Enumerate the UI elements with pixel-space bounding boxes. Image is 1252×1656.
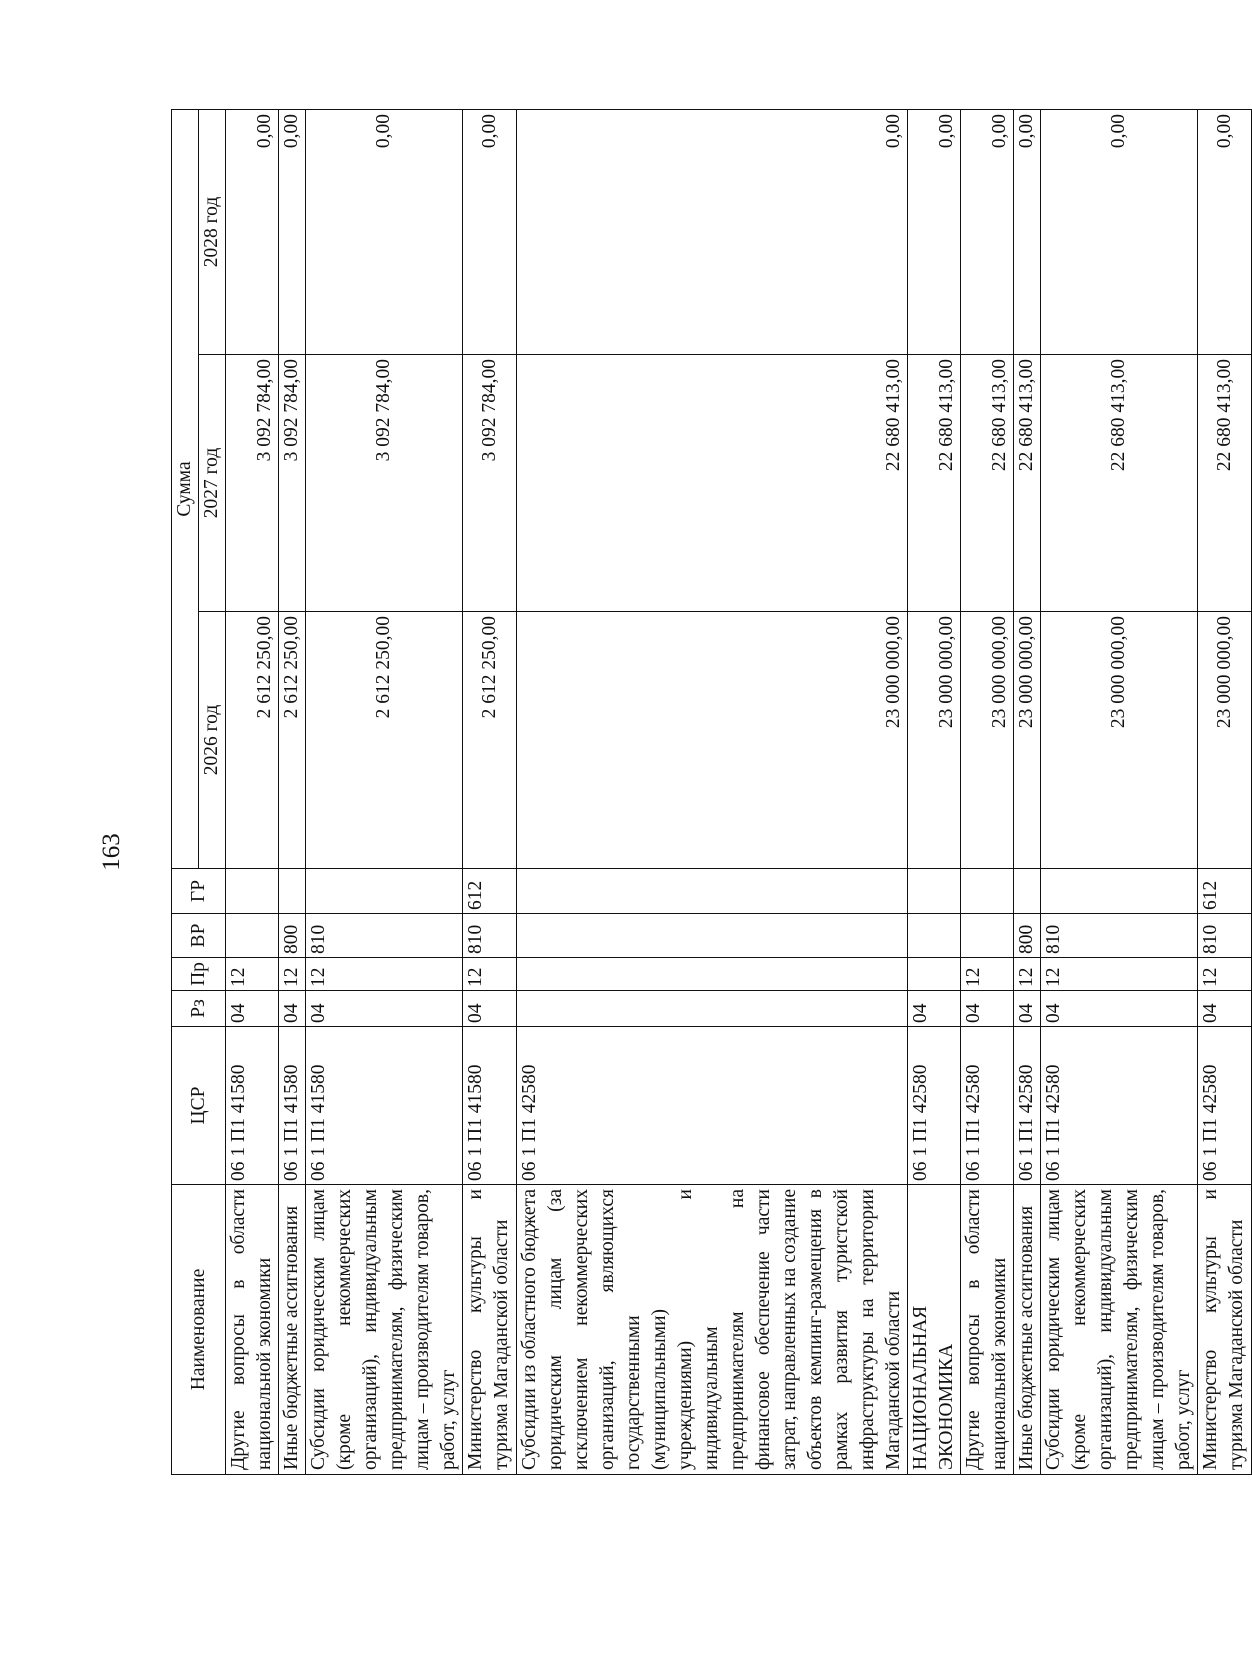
cell-pr: 12 <box>279 958 306 991</box>
cell-vr <box>226 914 279 958</box>
table-row <box>961 110 1014 1475</box>
cell-csr: 06 1 П1 41580 <box>226 1027 279 1185</box>
cell-rz <box>517 991 908 1027</box>
header-2028: 2028 год <box>199 110 226 355</box>
table-row <box>1198 110 1252 1475</box>
page-number: 163 <box>98 833 125 871</box>
table-row <box>517 110 908 1475</box>
cell-gr: 612 <box>463 869 517 914</box>
header-csr: ЦСР <box>172 1027 226 1185</box>
header-name: Наименование <box>172 1185 226 1475</box>
cell-gr <box>306 869 463 914</box>
cell-pr: 12 <box>226 958 279 991</box>
cell-pr: 12 <box>306 958 463 991</box>
cell-2027: 22 680 413,00 <box>908 355 961 612</box>
cell-2026: 23 000 000,00 <box>1041 612 1198 869</box>
cell-pr: 12 <box>1041 958 1198 991</box>
cell-gr <box>961 869 1014 914</box>
cell-name: Иные бюджетные ассигнования <box>279 1185 306 1475</box>
header-2027: 2027 год <box>199 355 226 612</box>
cell-rz: 04 <box>1014 991 1041 1027</box>
cell-vr <box>517 914 908 958</box>
cell-vr: 800 <box>279 914 306 958</box>
header-vr: ВР <box>172 914 226 958</box>
cell-csr: 06 1 П1 42580 <box>1041 1027 1198 1185</box>
table-row <box>1041 110 1198 1475</box>
cell-2028: 0,00 <box>306 110 463 355</box>
header-pr: Пр <box>172 958 226 991</box>
cell-vr <box>961 914 1014 958</box>
cell-vr: 810 <box>306 914 463 958</box>
cell-rz: 04 <box>463 991 517 1027</box>
cell-2027: 3 092 784,00 <box>463 355 517 612</box>
cell-csr: 06 1 П1 42580 <box>1198 1027 1252 1185</box>
cell-gr <box>908 869 961 914</box>
cell-2028: 0,00 <box>961 110 1014 355</box>
cell-rz: 04 <box>961 991 1014 1027</box>
header-row <box>172 110 199 1475</box>
cell-gr <box>1014 869 1041 914</box>
cell-gr <box>1041 869 1198 914</box>
cell-name: НАЦИОНАЛЬНАЯ ЭКОНОМИКА <box>908 1185 961 1475</box>
table-row <box>279 110 306 1475</box>
cell-2026: 2 612 250,00 <box>463 612 517 869</box>
cell-vr: 810 <box>1041 914 1198 958</box>
cell-vr: 810 <box>463 914 517 958</box>
cell-2028: 0,00 <box>1198 110 1252 355</box>
cell-rz: 04 <box>1041 991 1198 1027</box>
table-row <box>226 110 279 1475</box>
cell-rz: 04 <box>306 991 463 1027</box>
cell-2026: 2 612 250,00 <box>279 612 306 869</box>
cell-2027: 22 680 413,00 <box>961 355 1014 612</box>
cell-gr <box>279 869 306 914</box>
cell-rz: 04 <box>1198 991 1252 1027</box>
cell-name: Министерство культуры и туризма Магаданской области <box>463 1185 517 1475</box>
cell-2026: 2 612 250,00 <box>226 612 279 869</box>
cell-rz: 04 <box>279 991 306 1027</box>
cell-pr <box>908 958 961 991</box>
cell-2027: 22 680 413,00 <box>1041 355 1198 612</box>
cell-2027: 22 680 413,00 <box>1198 355 1252 612</box>
cell-csr: 06 1 П1 42580 <box>961 1027 1014 1185</box>
cell-2026: 23 000 000,00 <box>961 612 1014 869</box>
header-2026: 2026 год <box>199 612 226 869</box>
cell-pr: 12 <box>1198 958 1252 991</box>
table-body <box>226 110 1252 1475</box>
cell-2027: 22 680 413,00 <box>517 355 908 612</box>
cell-name: Другие вопросы в области национальной экономики <box>226 1185 279 1475</box>
budget-table-container <box>171 110 1247 1475</box>
cell-2027: 3 092 784,00 <box>279 355 306 612</box>
cell-gr <box>226 869 279 914</box>
cell-2026: 2 612 250,00 <box>306 612 463 869</box>
cell-2026: 23 000 000,00 <box>1014 612 1041 869</box>
cell-vr: 800 <box>1014 914 1041 958</box>
cell-name: Другие вопросы в области национальной экономики <box>961 1185 1014 1475</box>
cell-csr: 06 1 П1 42580 <box>1014 1027 1041 1185</box>
cell-csr: 06 1 П1 41580 <box>306 1027 463 1185</box>
cell-name: Министерство культуры и туризма Магаданской области <box>1198 1185 1252 1475</box>
cell-gr: 612 <box>1198 869 1252 914</box>
table-row <box>463 110 517 1475</box>
table-row <box>908 110 961 1475</box>
cell-name: Субсидии из областного бюджета юридическим лицам (за исключением некоммерческих организаций, являющихся государственными (муниципальными) учреждениями) и индивидуальным предпринимателям на финансовое обеспечение части затрат, направленных на создание объектов кемпинг-размещения в рамках развития туристской инфраструктуры на территории Магаданской области <box>517 1185 908 1475</box>
table-row <box>1014 110 1041 1475</box>
cell-2028: 0,00 <box>908 110 961 355</box>
cell-name: Иные бюджетные ассигнования <box>1014 1185 1041 1475</box>
cell-2028: 0,00 <box>1041 110 1198 355</box>
cell-pr <box>517 958 908 991</box>
cell-csr: 06 1 П1 42580 <box>908 1027 961 1185</box>
cell-vr: 810 <box>1198 914 1252 958</box>
cell-pr: 12 <box>463 958 517 991</box>
cell-2028: 0,00 <box>1014 110 1041 355</box>
budget-table <box>171 109 1252 1475</box>
header-rz: Рз <box>172 991 226 1027</box>
cell-name: Субсидии юридическим лицам (кроме некоммерческих организаций), индивидуальным предпринимателям, физическим лицам – производителям товаров, работ, услуг <box>1041 1185 1198 1475</box>
cell-pr: 12 <box>961 958 1014 991</box>
cell-2028: 0,00 <box>463 110 517 355</box>
cell-2028: 0,00 <box>226 110 279 355</box>
cell-rz: 04 <box>226 991 279 1027</box>
cell-2026: 23 000 000,00 <box>1198 612 1252 869</box>
cell-csr: 06 1 П1 41580 <box>463 1027 517 1185</box>
cell-2027: 3 092 784,00 <box>306 355 463 612</box>
cell-2028: 0,00 <box>279 110 306 355</box>
cell-2027: 22 680 413,00 <box>1014 355 1041 612</box>
cell-pr: 12 <box>1014 958 1041 991</box>
cell-gr <box>517 869 908 914</box>
cell-2028: 0,00 <box>517 110 908 355</box>
header-gr: ГР <box>172 869 226 914</box>
table-row <box>306 110 463 1475</box>
cell-vr <box>908 914 961 958</box>
cell-2027: 3 092 784,00 <box>226 355 279 612</box>
cell-2026: 23 000 000,00 <box>517 612 908 869</box>
cell-rz: 04 <box>908 991 961 1027</box>
cell-name: Субсидии юридическим лицам (кроме некоммерческих организаций), индивидуальным предпринимателям, физическим лицам – производителям товаров, работ, услуг <box>306 1185 463 1475</box>
cell-csr: 06 1 П1 41580 <box>279 1027 306 1185</box>
header-sum: Сумма <box>172 110 199 869</box>
cell-csr: 06 1 П1 42580 <box>517 1027 908 1185</box>
cell-2026: 23 000 000,00 <box>908 612 961 869</box>
